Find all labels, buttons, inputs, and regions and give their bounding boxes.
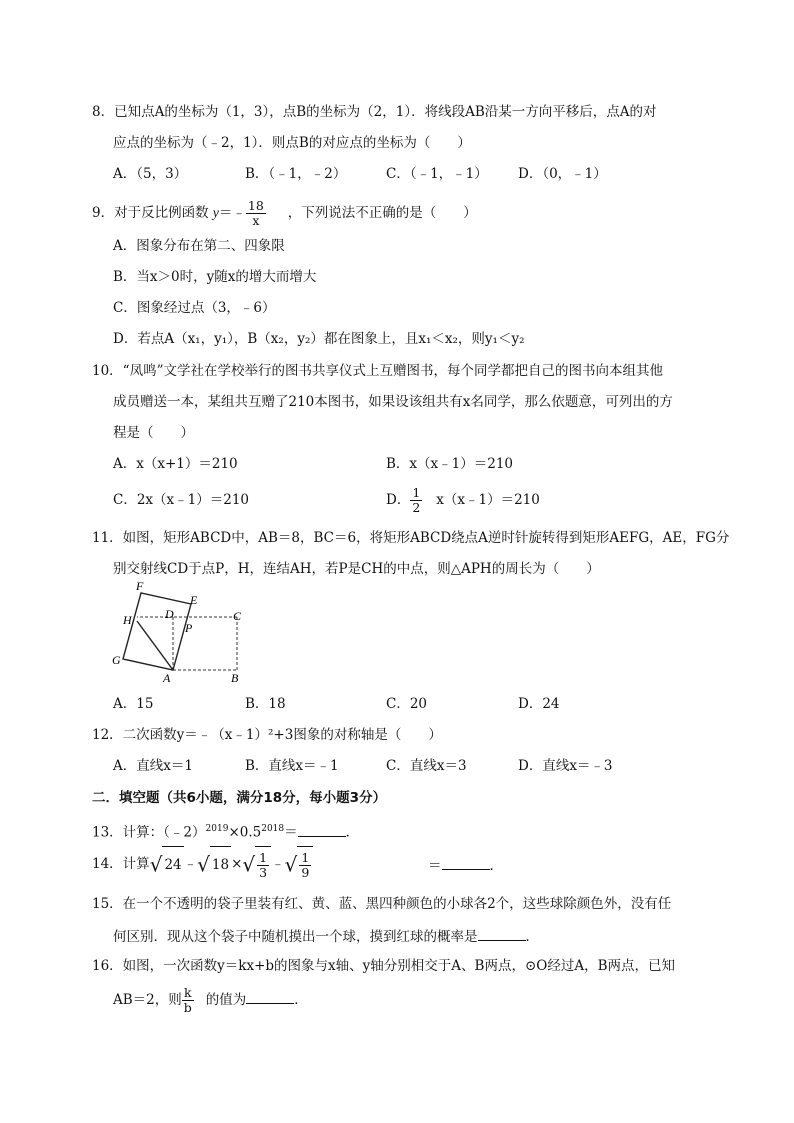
q9-option-b: B．当x＞0时，y随x的增大而增大: [113, 269, 317, 285]
q14-sqrt-24: √ 24: [150, 846, 184, 883]
q11-option-b: B．18: [245, 696, 286, 712]
q9-fraction: [246, 199, 266, 228]
q15-line1: 15．在一个不透明的袋子里装有红、黄、蓝、黑四种颜色的小球各2个，这些球除颜色外，没有任: [92, 896, 672, 912]
q11-line1: 11．如图，矩形ABCD中，AB＝8，BC＝6，将矩形ABCD绕点A逆时针旋转得到矩形AEFG，AE，FG分: [92, 530, 730, 546]
q14-f1-num: 1: [259, 850, 268, 865]
q14-sqrt-1-3: √ $\frac{1}{3}$: [242, 846, 271, 883]
q14-answer: [428, 855, 503, 875]
q13-mid: ×0.5: [228, 824, 262, 841]
q12-option-d: D．直线x＝﹣3: [518, 758, 613, 774]
q8-option-c: C．（﹣1，﹣1）: [386, 166, 488, 182]
q8-option-b: B．（﹣1，﹣2）: [245, 166, 347, 182]
q9-numerator: 18: [247, 198, 264, 213]
q9-prefix: 9．对于反比例函数: [92, 205, 213, 221]
q9-denominator: x: [252, 213, 260, 228]
q16-line1: 16．如图，一次函数y＝kx+b的图象与x轴、y轴分别相交于A、B两点，⊙O经过A，B两点，已知: [92, 958, 676, 974]
q14-prefix: 14．计算: [92, 856, 150, 872]
q14-line: 14．计算√ 24 ﹣√ 18 ×√ $\frac{1}{3}$ ﹣√ $\frac{1}{9}$: [92, 846, 313, 882]
q13-exp1: 2019: [205, 824, 229, 834]
q14-radicand-24: 24: [162, 846, 183, 883]
label-d: D: [165, 607, 174, 621]
q15-end: ．: [525, 929, 539, 945]
q10-option-c: C．2x（x﹣1）＝210: [113, 492, 250, 508]
q16-end: ．: [294, 992, 308, 1008]
q16-prefix: AB＝2，则: [113, 992, 182, 1008]
q16-den: b: [183, 1000, 192, 1015]
q11-figure: [105, 580, 255, 685]
label-h: H: [123, 613, 132, 627]
q12-line: 12．二次函数y＝﹣（x﹣1）²+3图象的对称轴是（ ）: [92, 727, 442, 743]
q9-y: y: [212, 205, 219, 220]
label-a: A: [163, 671, 171, 685]
q13-end: ．: [345, 824, 360, 841]
q14-times: ×: [231, 856, 243, 872]
q14-sqrt-1-9: √ $\frac{1}{9}$: [285, 846, 314, 883]
q16-line2: [113, 982, 308, 1018]
q9-option-c: C．图象经过点（3，﹣6）: [113, 300, 276, 316]
label-c: C: [233, 609, 242, 623]
q14-f2-den: 9: [301, 865, 310, 880]
label-p: P: [185, 621, 193, 635]
q14-radicand-18: 18: [210, 846, 231, 883]
q14-f1-den: 3: [259, 865, 268, 880]
q8-line2: 应点的坐标为（﹣2，1）．则点B的对应点的坐标为（ ）: [113, 135, 471, 151]
q10-line1: 10．“凤鸣”文学社在学校举行的图书共享仪式上互赠图书，每个同学都把自己的图书向本组其他: [92, 363, 663, 379]
q10-option-d: [386, 482, 540, 518]
q11-line2: 别交射线CD于点P，H，连结AH，若P是CH的中点，则△APH的周长为（ ）: [113, 561, 600, 577]
q16-num: k: [182, 986, 194, 1001]
q9-option-d: D．若点A（x₁，y₁），B（x₂，y₂）都在图象上，且x₁＜x₂，则y₁＜y₂: [113, 331, 525, 347]
q10-option-d-den: 2: [412, 500, 421, 515]
q15-line2-text: 何区别．现从这个袋子中随机摸出一个球，摸到红球的概率是: [113, 929, 478, 945]
q16-fraction: [182, 986, 194, 1015]
q8-option-a: A．（5，3）: [113, 166, 188, 182]
q8-option-d: D．（0，﹣1）: [518, 166, 607, 182]
q11-option-a: A．15: [113, 696, 154, 712]
q11-option-d: D．24: [518, 696, 560, 712]
q9-eq: ＝﹣: [218, 205, 246, 221]
q9-stem: [92, 195, 477, 231]
q13-exp2: 2018: [261, 824, 285, 834]
q12-option-a: A．直线x＝1: [113, 758, 193, 774]
q14-eq: ＝: [428, 858, 442, 874]
label-b: B: [231, 671, 239, 685]
section-title: 二．填空题（共6小题，满分18分，每小题3分）: [92, 790, 387, 806]
q10-option-d-prefix: D．: [386, 492, 411, 508]
q14-end: ．: [489, 858, 503, 874]
q10-line2: 成员赠送一本，某组共互赠了210本图书，如果设该组共有x名同学，那么依题意，可列出的方: [113, 394, 673, 410]
q10-line3: 程是（ ）: [113, 425, 194, 441]
q16-answer-blank[interactable]: [246, 989, 294, 1004]
q14-sqrt-18: √ 18: [197, 846, 231, 883]
q13-answer-blank[interactable]: [298, 822, 346, 837]
q10-option-d-suffix: x（x﹣1）＝210: [436, 492, 540, 508]
q10-option-d-num: 1: [412, 485, 421, 500]
q16-suffix: 的值为: [205, 992, 247, 1008]
q9-suffix: ，下列说法不正确的是（ ）: [287, 205, 477, 221]
q15-answer-blank[interactable]: [478, 926, 526, 941]
q14-f2-num: 1: [301, 850, 310, 865]
q10-option-b: B．x（x﹣1）＝210: [386, 456, 514, 472]
rect-aefg: [123, 593, 191, 670]
q11-option-c: C．20: [386, 696, 428, 712]
q14-answer-blank[interactable]: [442, 855, 490, 870]
q10-option-a: A．x（x+1）＝210: [113, 456, 238, 472]
q13-prefix: 13．计算：（﹣2）: [92, 824, 206, 841]
q12-option-c: C．直线x＝3: [386, 758, 467, 774]
q13-line: [92, 820, 359, 842]
q10-option-d-fraction: [410, 486, 422, 515]
label-e: E: [190, 593, 198, 607]
q8-line1: 8．已知点A的坐标为（1，3），点B的坐标为（2，1）．将线段AB沿某一方向平移后，点A的对: [92, 104, 657, 120]
q12-option-b: B．直线x＝﹣1: [245, 758, 339, 774]
q15-line2: [113, 926, 539, 946]
q9-option-a: A．图象分布在第二、四象限: [113, 238, 285, 254]
label-f: F: [136, 580, 144, 593]
q13-suffix: ＝: [284, 824, 298, 841]
label-g: G: [112, 653, 121, 667]
